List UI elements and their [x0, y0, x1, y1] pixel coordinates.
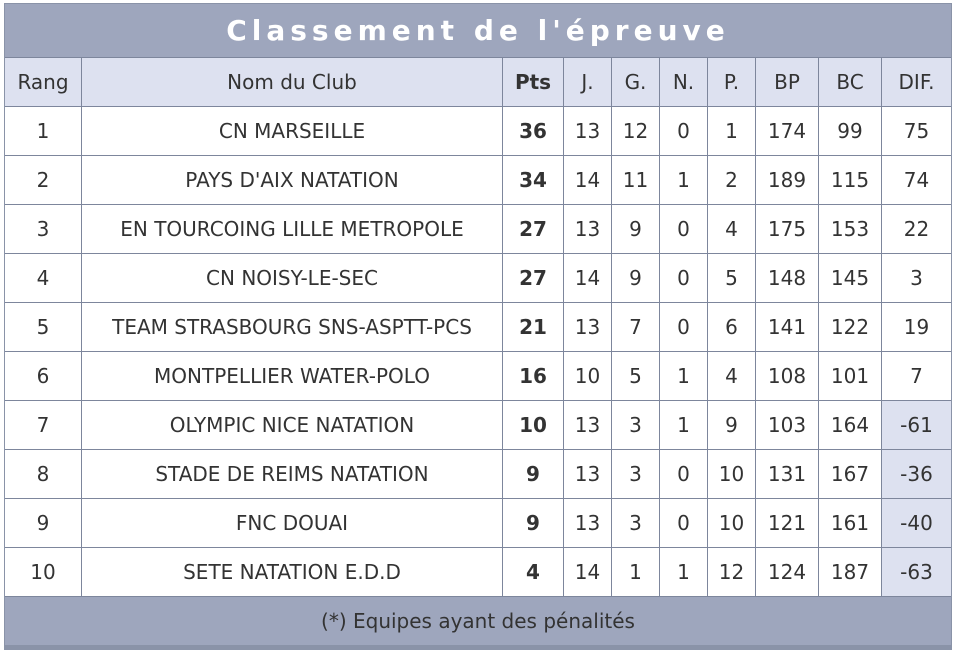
rank-cell: 1	[5, 107, 82, 156]
bc-cell: 153	[819, 205, 882, 254]
table-row	[5, 303, 951, 352]
col-header-g: G.	[612, 58, 660, 107]
p-cell: 9	[708, 401, 756, 450]
j-cell: 13	[564, 450, 612, 499]
table-row	[5, 205, 951, 254]
bp-cell: 148	[756, 254, 819, 303]
col-header-club: Nom du Club	[82, 58, 503, 107]
n-cell: 0	[660, 450, 708, 499]
bp-cell: 108	[756, 352, 819, 401]
g-cell: 9	[612, 205, 660, 254]
standings-panel	[4, 3, 952, 650]
standings-table	[5, 58, 951, 597]
rank-cell: 4	[5, 254, 82, 303]
table-row	[5, 352, 951, 401]
pts-cell: 21	[503, 303, 564, 352]
p-cell: 10	[708, 499, 756, 548]
rank-cell: 10	[5, 548, 82, 597]
j-cell: 13	[564, 401, 612, 450]
pts-cell: 16	[503, 352, 564, 401]
col-header-bp: BP	[756, 58, 819, 107]
g-cell: 3	[612, 450, 660, 499]
rank-cell: 8	[5, 450, 82, 499]
rank-cell: 5	[5, 303, 82, 352]
bc-cell: 145	[819, 254, 882, 303]
g-cell: 1	[612, 548, 660, 597]
col-header-dif: DIF.	[882, 58, 951, 107]
j-cell: 14	[564, 156, 612, 205]
pts-cell: 4	[503, 548, 564, 597]
pts-cell: 36	[503, 107, 564, 156]
p-cell: 4	[708, 352, 756, 401]
j-cell: 14	[564, 254, 612, 303]
col-header-n: N.	[660, 58, 708, 107]
j-cell: 13	[564, 107, 612, 156]
rank-cell: 9	[5, 499, 82, 548]
p-cell: 5	[708, 254, 756, 303]
bc-cell: 99	[819, 107, 882, 156]
p-cell: 6	[708, 303, 756, 352]
n-cell: 0	[660, 107, 708, 156]
pts-cell: 9	[503, 450, 564, 499]
bp-cell: 141	[756, 303, 819, 352]
bp-cell: 174	[756, 107, 819, 156]
bp-cell: 124	[756, 548, 819, 597]
j-cell: 10	[564, 352, 612, 401]
j-cell: 13	[564, 303, 612, 352]
penalty-note: (*) Equipes ayant des pénalités	[5, 597, 951, 645]
bp-cell: 175	[756, 205, 819, 254]
p-cell: 12	[708, 548, 756, 597]
rank-cell: 7	[5, 401, 82, 450]
bc-cell: 161	[819, 499, 882, 548]
rank-cell: 3	[5, 205, 82, 254]
j-cell: 13	[564, 499, 612, 548]
pts-cell: 27	[503, 254, 564, 303]
club-cell: EN TOURCOING LILLE METROPOLE	[82, 205, 503, 254]
n-cell: 0	[660, 499, 708, 548]
club-cell: CN NOISY-LE-SEC	[82, 254, 503, 303]
dif-cell: 7	[882, 352, 951, 401]
table-row	[5, 548, 951, 597]
bc-cell: 115	[819, 156, 882, 205]
n-cell: 1	[660, 401, 708, 450]
dif-cell: -61	[882, 401, 951, 450]
bc-cell: 187	[819, 548, 882, 597]
header-row	[5, 58, 951, 107]
pts-cell: 9	[503, 499, 564, 548]
p-cell: 4	[708, 205, 756, 254]
club-cell: TEAM STRASBOURG SNS-ASPTT-PCS	[82, 303, 503, 352]
bc-cell: 164	[819, 401, 882, 450]
dif-cell: -40	[882, 499, 951, 548]
club-cell: FNC DOUAI	[82, 499, 503, 548]
bp-cell: 131	[756, 450, 819, 499]
p-cell: 10	[708, 450, 756, 499]
club-cell: CN MARSEILLE	[82, 107, 503, 156]
pts-cell: 34	[503, 156, 564, 205]
table-row	[5, 499, 951, 548]
table-row	[5, 107, 951, 156]
table-row	[5, 156, 951, 205]
table-row	[5, 254, 951, 303]
col-header-pts: Pts	[503, 58, 564, 107]
bc-cell: 167	[819, 450, 882, 499]
g-cell: 7	[612, 303, 660, 352]
g-cell: 3	[612, 401, 660, 450]
j-cell: 13	[564, 205, 612, 254]
g-cell: 3	[612, 499, 660, 548]
g-cell: 11	[612, 156, 660, 205]
rank-cell: 6	[5, 352, 82, 401]
club-cell: PAYS D'AIX NATATION	[82, 156, 503, 205]
table-row	[5, 450, 951, 499]
col-header-j: J.	[564, 58, 612, 107]
bp-cell: 103	[756, 401, 819, 450]
col-header-rang: Rang	[5, 58, 82, 107]
bp-cell: 121	[756, 499, 819, 548]
table-row	[5, 401, 951, 450]
dif-cell: -36	[882, 450, 951, 499]
panel-title: Classement de l'épreuve	[5, 4, 951, 58]
club-cell: SETE NATATION E.D.D	[82, 548, 503, 597]
bc-cell: 101	[819, 352, 882, 401]
pts-cell: 27	[503, 205, 564, 254]
bc-cell: 122	[819, 303, 882, 352]
dif-cell: 74	[882, 156, 951, 205]
p-cell: 1	[708, 107, 756, 156]
n-cell: 0	[660, 205, 708, 254]
dif-cell: 22	[882, 205, 951, 254]
dif-cell: 19	[882, 303, 951, 352]
club-cell: MONTPELLIER WATER-POLO	[82, 352, 503, 401]
dif-cell: 3	[882, 254, 951, 303]
g-cell: 9	[612, 254, 660, 303]
col-header-p: P.	[708, 58, 756, 107]
p-cell: 2	[708, 156, 756, 205]
bp-cell: 189	[756, 156, 819, 205]
n-cell: 1	[660, 352, 708, 401]
n-cell: 1	[660, 156, 708, 205]
g-cell: 5	[612, 352, 660, 401]
dif-cell: -63	[882, 548, 951, 597]
rank-cell: 2	[5, 156, 82, 205]
n-cell: 0	[660, 254, 708, 303]
n-cell: 0	[660, 303, 708, 352]
j-cell: 14	[564, 548, 612, 597]
club-cell: STADE DE REIMS NATATION	[82, 450, 503, 499]
col-header-bc: BC	[819, 58, 882, 107]
g-cell: 12	[612, 107, 660, 156]
dif-cell: 75	[882, 107, 951, 156]
n-cell: 1	[660, 548, 708, 597]
club-cell: OLYMPIC NICE NATATION	[82, 401, 503, 450]
pts-cell: 10	[503, 401, 564, 450]
